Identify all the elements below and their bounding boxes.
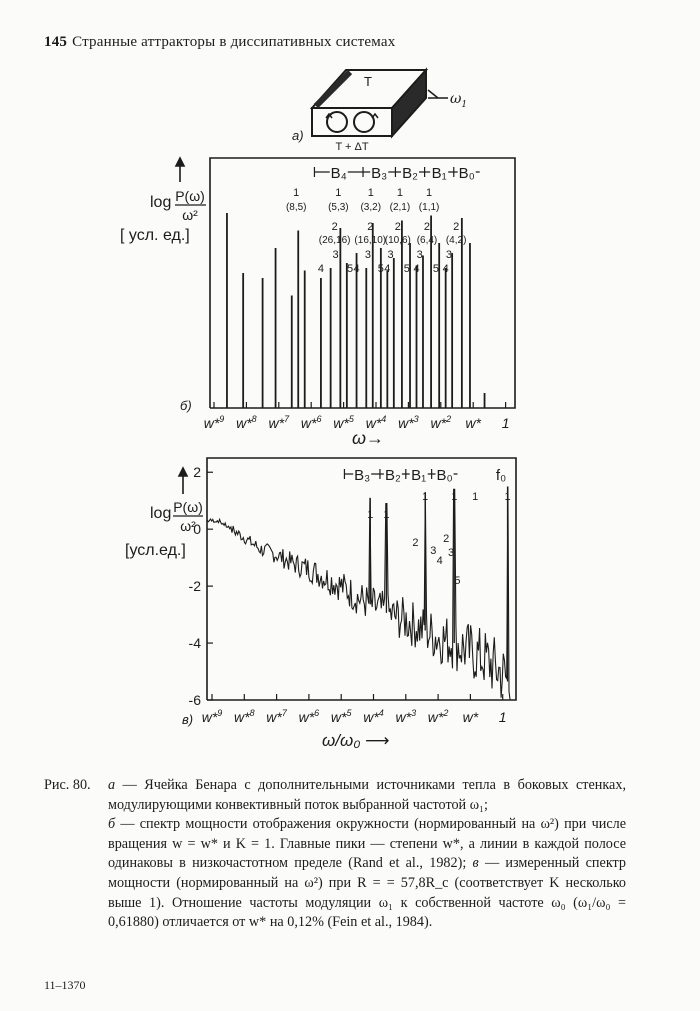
panel-c-tick-label: 1: [498, 709, 507, 725]
panel-c-ytick-label: -4: [188, 635, 201, 652]
panel-c-peak-label: 4: [436, 555, 443, 567]
panel-c-peak-label: 1: [504, 491, 511, 503]
panel-b-rank1: 1: [426, 187, 433, 199]
panel-b-small-label: 3: [416, 249, 423, 261]
panel-c-band-label: B₀: [436, 467, 453, 484]
panel-b-ylabel-units: [ усл. ед.]: [120, 227, 190, 244]
panel-c-tick-label: w*$^5$: [330, 708, 352, 725]
panel-b-band-label: B₁: [431, 165, 447, 182]
panel-b-band-markers: [314, 162, 479, 182]
panel-c-ytick-label: 2: [193, 464, 201, 481]
panel-b-rank1: 1: [293, 187, 300, 199]
panel-c-tick-label: w*$^6$: [298, 708, 320, 725]
panel-c-peak-labels: [367, 491, 510, 587]
panel-c-band-markers: [344, 464, 506, 484]
panel-b-tick-label: w*$^9$: [203, 414, 225, 431]
panel-c-ylabel-den: ω²: [180, 518, 196, 534]
panel-c-band-label: B₂: [384, 467, 401, 484]
panel-c-band-label: B₃: [354, 467, 371, 484]
page-number: 145: [44, 34, 68, 50]
panel-c-tick-label: w*$^9$: [201, 708, 223, 725]
panel-b-tick-label: w*$^3$: [398, 414, 419, 431]
panel-a-label: а): [292, 128, 304, 143]
panel-c-x-ticks: [202, 694, 507, 725]
panel-c-peak-label: 3: [430, 545, 437, 557]
panel-b-rank2: 2: [394, 221, 401, 233]
panel-c-spectrum: [207, 486, 511, 700]
panel-c-peak-label: 2: [412, 537, 419, 549]
panel-b-ylabel-num: P(ω): [175, 188, 205, 204]
panel-b-rank2: 2: [423, 221, 431, 233]
panel-b-rank2: 2: [453, 221, 460, 233]
panel-b-tick-label: w*$^6$: [300, 414, 322, 431]
panel-b-pair2: (26,16): [318, 235, 351, 246]
panel-b-label: б): [180, 398, 192, 413]
panel-c-tick-label: w*: [462, 709, 479, 725]
panel-c-peak-label: 1: [367, 509, 374, 521]
panel-c-tick-label: w*$^3$: [395, 708, 417, 725]
panel-c-peak-label: 1: [383, 509, 390, 521]
panel-b-small-label: 4: [317, 263, 324, 275]
omega1-label: $\omega_1$: [450, 91, 468, 110]
panel-c-tick-label: w*$^4$: [363, 708, 384, 725]
panel-c-ylabel-units: [усл.ед.]: [125, 542, 186, 559]
panel-b-pair1: (8,5): [285, 202, 307, 213]
panel-b-small-label: 5: [347, 263, 354, 275]
caption-part-b: б — спектр мощности отображения окружности (нормированный на ω²) при числе вращения w = w* и K = 1. Главные пики — степени w*, а линии в каждой полосе одинаковы в низкочастотном пределе (Rand et al., 1982); в — измеренный спектр мощности (нормированный на ω²) при R = = 57,8R_c (соответствует K несколько выше 1). Отношение частоты модуляции ω₁ к собственной частоте ω₀ (ω₁/ω₀ = 0,61880) отличается от w* на 0,12% (Fein et al., 1984).: [108, 816, 626, 931]
panel-b-tick-label: w*$^4$: [365, 414, 387, 431]
panel-c-peak-label: 1: [422, 491, 429, 503]
panel-b-small-label: 3: [364, 249, 371, 261]
panel-b-pair1: (5,3): [328, 202, 349, 213]
panel-b-tick-label: w*$^8$: [236, 414, 257, 431]
panel-c-peak-label: 1: [472, 491, 479, 503]
panel-b-tick-label: w*$^7$: [268, 414, 290, 431]
panel-b-small-label: 5: [432, 263, 440, 275]
panel-c-label: в): [182, 712, 194, 727]
figure-caption: [44, 776, 626, 933]
panel-b-rank2: 2: [367, 221, 374, 233]
panel-b-small-label: 5: [403, 263, 410, 275]
panel-b-rank2: 2: [331, 221, 338, 233]
panel-c-tick-label: w*$^8$: [234, 708, 255, 725]
panel-b-band-label: B₀: [458, 165, 475, 182]
panel-b-band-label: B₃: [371, 165, 388, 182]
benard-cell-diagram: [312, 70, 448, 136]
panel-b-xlabel: ω→: [352, 428, 385, 448]
panel-b-ylabel-den: ω²: [182, 207, 198, 223]
panel-c-ylabel-log: log: [150, 505, 172, 522]
panel-b-small-label: 3: [387, 249, 394, 261]
panel-b-rank1: 1: [367, 187, 374, 199]
panel-b-tick-label: 1: [501, 415, 510, 431]
panel-b-small-label: 4: [353, 263, 360, 275]
panel-b-tick-label: w*: [465, 415, 481, 431]
panel-b-pair1: (3,2): [360, 202, 382, 213]
panel-c-tick-label: w*$^7$: [266, 708, 287, 725]
running-title: Странные аттракторы в диссипативных системах: [72, 34, 396, 50]
panel-b-tick-label: w*$^2$: [430, 414, 452, 431]
panel-c-peak-label: 1: [451, 491, 458, 503]
panel-b-rank1: 1: [335, 187, 342, 199]
printer-signature: 11–1370: [44, 978, 86, 992]
panel-c-band-label: B₁: [411, 467, 427, 484]
panel-b-small-label: 3: [445, 249, 452, 261]
panel-b-small-label: 3: [332, 249, 339, 261]
panel-b-small-label: 4: [442, 263, 449, 275]
panel-c-tick-label: w*$^2$: [427, 708, 449, 725]
panel-b-small-label: 4: [413, 263, 420, 275]
panel-b-rank1: 1: [396, 187, 403, 199]
panel-c-ytick-label: -2: [188, 578, 201, 595]
panel-c-ytick-label: -6: [188, 692, 201, 708]
caption-part-a: а — Ячейка Бенара с дополнительными источниками тепла в боковых стенках, модулирующими конвективный поток выбранной частотой ω₁;: [108, 777, 626, 813]
panel-b-small-label: 5: [377, 263, 384, 275]
caption-number: Рис. 80.: [44, 777, 91, 793]
panel-b-pair1: (2,1): [389, 202, 411, 213]
panel-b-pair2: (6,4): [416, 235, 438, 246]
panel-c-f0-label: f₀: [495, 467, 507, 484]
panel-c-peak-label: 2: [443, 533, 450, 545]
panel-b-pair1: (1,1): [418, 202, 440, 213]
panel-c-ylabel-num: P(ω): [173, 499, 203, 515]
panel-c-peak-label: 5: [454, 575, 461, 587]
panel-b-band-label: B₂: [402, 165, 418, 182]
panel-b-band-label: B₄: [330, 165, 347, 182]
panel-b-small-label: 4: [384, 263, 391, 275]
panel-c-ytick-label: 0: [193, 521, 201, 538]
panel-c-peak-label: 3: [447, 547, 455, 559]
panel-b-pair2: (10,6): [384, 235, 411, 246]
panel-b-pair2: (4,2): [445, 235, 467, 246]
panel-c-xlabel: ω/ω₀ ⟶: [322, 731, 390, 750]
panel-b-pair2: (16,10): [354, 235, 387, 246]
top-temperature-label: T: [364, 74, 372, 89]
panel-b-tick-label: w*$^5$: [333, 414, 354, 431]
bottom-temperature-label: T + ΔT: [335, 141, 369, 153]
panel-c-spectrum-trace: [207, 487, 511, 701]
panel-b-ylabel-log: log: [150, 194, 172, 211]
